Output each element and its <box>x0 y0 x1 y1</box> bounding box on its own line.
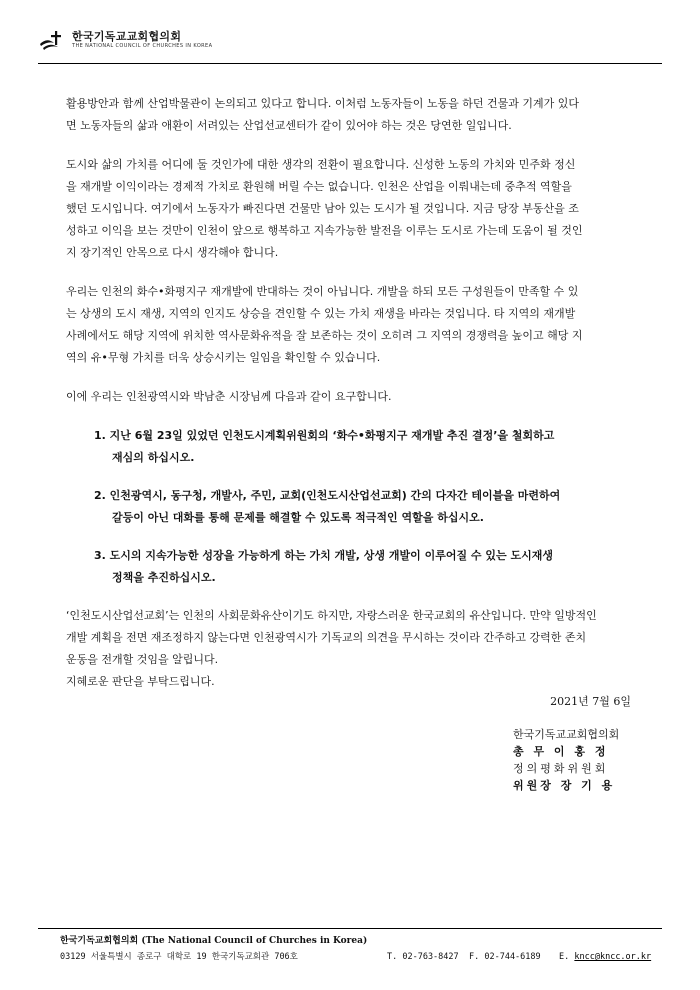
letter-body <box>66 93 638 710</box>
text-line: 사례에서도 해당 지역에 위치한 역사문화유적을 잘 보존하는 것이 오히려 그 지역의 경쟁력을 높이고 해당 지 <box>66 329 583 342</box>
demand-line: 정책을 추진하십시오. <box>112 571 216 584</box>
paragraph-2 <box>66 154 638 264</box>
footer-email-label: E. <box>559 952 570 962</box>
signature-org: 한국기독교교회협의회 <box>513 728 620 741</box>
text-line: 는 상생의 도시 재생, 지역의 인지도 상승을 견인할 수 있는 가치 재생을 바라는 것입니다. 타 지역의 재개발 <box>66 307 576 320</box>
text-line: 활용방안과 함께 산업박물관이 논의되고 있다고 합니다. 이처럼 노동자들이 노동을 하던 건물과 기계가 있다 <box>66 97 579 110</box>
text-line: 지혜로운 판단을 부탁드립니다. <box>66 675 215 688</box>
demand-item <box>94 545 638 589</box>
text-line: 지 장기적인 안목으로 다시 생각해야 합니다. <box>66 246 279 259</box>
text-line: 면 노동자들의 삶과 애환이 서려있는 산업선교센터가 같이 있어야 하는 것은 당연한 일입니다. <box>66 119 512 132</box>
footer-divider <box>38 928 662 929</box>
signature-chairperson: 위원장 장 기 용 <box>513 779 616 792</box>
letter-date: 2021년 7월 6일 <box>550 695 631 708</box>
footer-fax: F. 02-744-6189 <box>469 952 541 962</box>
text-line: 역의 유•무형 가치를 더욱 상승시키는 일임을 확인할 수 있습니다. <box>66 351 381 364</box>
footer-org: 한국기독교회협의회 (The National Council of Churches in Korea) <box>60 936 368 946</box>
demand-line: 재심의 하십시오. <box>112 451 195 464</box>
footer-phone: T. 02-763-8427 <box>387 952 459 962</box>
paragraph-3 <box>66 281 638 369</box>
text-line: 성하고 이익을 보는 것만이 인천이 앞으로 행복하고 지속가능한 발전을 이루는 도시로 가는데 도움이 될 것인 <box>66 224 583 237</box>
closing-paragraph <box>66 605 638 693</box>
paragraph-1 <box>66 93 638 137</box>
text-line: ‘인천도시산업선교회’는 인천의 사회문화유산이기도 하지만, 자랑스러운 한국교회의 유산입니다. 만약 일방적인 <box>66 609 597 622</box>
letterhead <box>38 26 212 54</box>
demand-item <box>94 485 638 529</box>
footer <box>60 933 651 965</box>
signature-block <box>513 726 619 794</box>
text-line: 도시와 삶의 가치를 어디에 둘 것인가에 대한 생각의 전환이 필요합니다. 신성한 노동의 가치와 민주화 정신 <box>66 158 576 171</box>
paragraph-4 <box>66 386 638 408</box>
text-line: 을 재개발 이익이라는 경제적 가치로 환원해 버릴 수는 없습니다. 인천은 산업을 이뤄내는데 중추적 역할을 <box>66 180 572 193</box>
demand-item <box>94 425 638 469</box>
signature-committee: 정의평화위원회 <box>513 762 609 775</box>
text-line: 했던 도시입니다. 여기에서 노동자가 빠진다면 건물만 남아 있는 도시가 될 것입니다. 지금 당장 부동산을 조 <box>66 202 579 215</box>
footer-address: 03129 서울특별시 종로구 대학로 19 한국기독교회관 706호 <box>60 952 298 962</box>
signature-general-secretary: 총 무 이 홍 정 <box>513 745 609 758</box>
text-line: 개발 계획을 전면 재조정하지 않는다면 인천광역시가 기독교의 의견을 무시하는 것이라 간주하고 강력한 존치 <box>66 631 587 644</box>
text-line: 운동을 전개할 것임을 알립니다. <box>66 653 219 666</box>
org-name-en: THE NATIONAL COUNCIL OF CHURCHES IN KOREA <box>72 43 213 49</box>
demand-line: 갈등이 아닌 대화를 통해 문제를 해결할 수 있도록 적극적인 역할을 하십시오. <box>112 511 484 524</box>
demands-list <box>66 425 638 589</box>
header-divider <box>38 63 662 64</box>
kncc-cross-logo-icon <box>38 28 66 52</box>
footer-email-link[interactable]: kncc@kncc.or.kr <box>574 952 652 962</box>
demand-line: 3. 도시의 지속가능한 성장을 가능하게 하는 가치 개발, 상생 개발이 이루어질 수 있는 도시재생 <box>94 549 553 562</box>
demand-line: 1. 지난 6월 23일 있었던 인천도시계획위원회의 ‘화수•화평지구 재개발 추진 결정’을 철회하고 <box>94 429 555 442</box>
text-line: 우리는 인천의 화수•화평지구 재개발에 반대하는 것이 아닙니다. 개발을 하되 모든 구성원들이 만족할 수 있 <box>66 285 579 298</box>
footer-contact <box>60 949 651 965</box>
text-line: 이에 우리는 인천광역시와 박남춘 시장님께 다음과 같이 요구합니다. <box>66 390 392 403</box>
org-name-ko: 한국기독교교회협의회 <box>72 30 182 43</box>
demand-line: 2. 인천광역시, 동구청, 개발사, 주민, 교회(인천도시산업선교회) 간의 다자간 테이블을 마련하여 <box>94 489 561 502</box>
